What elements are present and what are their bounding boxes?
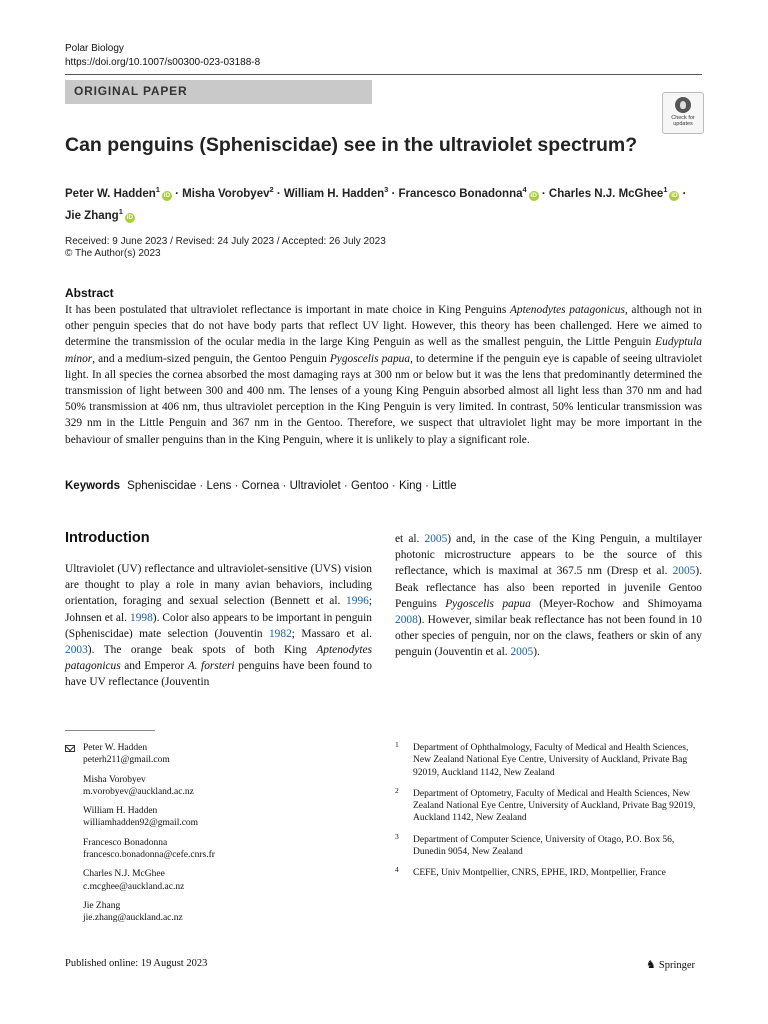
orcid-icon[interactable]: iD [530,191,537,199]
copyright: © The Author(s) 2023 [65,248,161,259]
keyword: Spheniscidae [127,480,197,492]
affiliation-number: 4 [395,865,399,875]
author[interactable]: Jie Zhang$^1$iD [65,206,134,222]
keywords-label: Keywords [65,480,120,492]
affiliation-text: Department of Ophthalmology, Faculty of Medical and Health Sciences, New Zealand National Eye Centre, University of Auckland, Private Bag 92019, Auckland 1142, New Zealand [413,743,689,778]
affiliation-number: 3 [395,831,399,841]
orcid-icon[interactable]: iD [163,191,171,199]
citation-link[interactable]: 2008 [395,614,418,627]
contact-email[interactable]: francesco.bonadonna@cefe.cnrs.fr [83,850,215,861]
author[interactable]: Francesco Bonadonna$^4$iD [398,185,537,200]
keywords: Keywords Spheniscidae · Lens · Cornea · Ultraviolet · Gentoo · King · Little [65,480,457,492]
paper-title: Can penguins (Spheniscidae) see in the ultraviolet spectrum? [65,134,638,156]
author[interactable]: Misha Vorobyev$^2$ [182,185,274,200]
introduction-left-column: Ultraviolet (UV) reflectance and ultraviolet-sensitive (UVS) vision are thought to play a role in many avian behaviors, including orientation, foraging and sexual selection (Bennett et al. 1996; Johnsen et al. 1998). Color also appears to be important in penguin (Spheniscidae) mate selection (Jouventin 1982; Massaro et al. 2003). The orange beak spots of both King Aptenodytes patagonicus and Emperor A. forsteri penguins have been found to have UV reflectance (Jouventin [65,563,373,689]
introduction-heading: Introduction [65,530,150,546]
affiliation-entry [395,831,702,859]
author[interactable]: William H. Hadden$^3$ [283,185,389,200]
check-updates-icon [675,97,691,113]
contact-entry [65,742,365,767]
article-history: Received: 9 June 2023 / Revised: 24 July 2023 / Accepted: 26 July 2023 [65,236,386,247]
keyword: King [398,480,422,492]
published-date: Published online: 19 August 2023 [65,958,208,969]
contact-name: William H. Hadden [83,806,158,817]
keyword: Ultraviolet [289,480,341,492]
journal-name: Polar Biology [65,43,124,54]
keyword: Lens [206,480,232,492]
affiliation-text: Department of Optometry, Faculty of Medical and Health Sciences, New Zealand National Eye Centre, University of Auckland, Private Bag 92019, Auckland 1142, New Zealand [413,788,696,824]
contact-name: Jie Zhang [83,900,121,911]
contact-email[interactable]: peterh211@gmail.com [83,755,170,766]
keyword: Cornea [241,480,280,492]
publisher-logo [646,958,695,971]
contact-email[interactable]: williamhadden92@gmail.com [83,818,199,829]
contact-name: Francesco Bonadonna [83,837,168,848]
abstract-heading: Abstract [65,286,114,300]
author[interactable]: Charles N.J. McGhee$^1$iD [548,185,678,200]
affiliation-number: 1 [395,740,399,749]
citation-link[interactable]: 1982 [268,627,292,640]
author-list: Peter W. Hadden$^1$iD · Misha Vorobyev$^2$ · William H. Hadden$^3$ · Francesco Bonadonna$^4$iD · Charles N.J. McGhee$^1$iD · Jie Zhang$^1$iD [65,185,687,222]
keyword: Little [432,480,457,492]
affiliation-entry [395,867,702,879]
affiliations [395,742,702,889]
citation-link[interactable]: 2005 [424,533,448,545]
affiliation-number: 2 [395,785,399,795]
author-contacts [65,742,365,932]
springer-horse-icon: ♞ [646,959,656,971]
introduction-right-column: et al. 2005) and, in the case of the King Penguin, a multilayer photonic microstructure appears to be the source of this reflectance, which is maximal at 367.5 nm (Dresp et al. 2005). Beak reflectance has also been reported in juvenile Gentoo Penguins Pygoscelis papua (Meyer-Rochow and Shimoyama 2008). However, similar beak reflectance has not been found in 10 other species of penguin, nor on the claws, feathers or skin of any penguin (Jouventin et al. 2005). [395,533,702,659]
orcid-icon[interactable]: iD [126,213,134,221]
affiliation-text: CEFE, Univ Montpellier, CNRS, EPHE, IRD, Montpellier, France [413,868,666,879]
publisher-name: Springer [658,960,696,971]
keyword: Gentoo [350,480,389,492]
contact-name: Charles N.J. McGhee [83,869,165,880]
check-for-updates-badge[interactable] [662,92,704,134]
citation-link[interactable]: 1998 [130,611,153,624]
affiliation-text: Department of Computer Science, University of Otago, P.O. Box 56, Dunedin 9054, New Zealand [413,834,675,858]
article-dates [65,236,386,260]
affiliation-entry [395,742,702,779]
article-type: ORIGINAL PAPER [74,84,188,98]
citation-link[interactable]: 2003 [65,644,88,657]
contact-name: Misha Vorobyev [83,774,146,785]
check-updates-label: Check for updates [671,115,695,127]
footnote-separator [65,730,155,731]
contact-email[interactable]: m.vorobyev@auckland.ac.nz [83,786,194,797]
header-rule [65,74,702,75]
contact-email[interactable]: c.mcghee@auckland.ac.nz [83,881,185,892]
contact-name: Peter W. Hadden [83,743,148,753]
citation-link[interactable]: 2005 [672,565,696,578]
citation-link[interactable]: 2005 [510,646,534,659]
article-type-band [65,80,372,104]
orcid-icon[interactable]: iD [671,191,678,199]
author[interactable]: Peter W. Hadden$^1$iD [65,185,171,200]
contact-email[interactable]: jie.zhang@auckland.ac.nz [83,913,183,924]
contact-entry [65,900,365,925]
journal-header [65,42,260,70]
contact-entry [65,774,365,799]
contact-entry [65,837,365,862]
affiliation-entry [395,785,702,825]
abstract-text: It has been postulated that ultraviolet reflectance is important in mate choice in King Penguins Aptenodytes patagonicus, although not in other penguin species that do not have body parts that reflect UV light. However, this theory has been challenged. Here we aimed to determine the transmission of the ocular media in the large King Penguin as well as the smallest penguin, the Little Penguin Eudyptula minor, and a medium-sized penguin, the Gentoo Penguin Pygoscelis papua, to determine if the penguin eye is capable of seeing ultraviolet light. In all species the cornea absorbed the most damaging rays at 300 nm or below but it was the lens that predominantly determined the transmission of light between 300 and 400 nm. The lenses of a young King Penguin absorbed almost all light less than 370 nm and had 50% transmission at 406 nm, thus ultraviolet perception in the King Penguin is very limited. In contrast, 50% lenticular transmission was 329 nm in the Little Penguin and 367 nm in the Gentoo. Therefore, we suspect that ultraviolet light may be more important in the behaviour of smaller penguins than in the King Penguin, where it is unlikely to play a significant role. [65,304,702,446]
contact-entry [65,805,365,830]
envelope-icon [65,745,75,752]
doi-link[interactable]: https://doi.org/10.1007/s00300-023-03188-8 [65,57,261,68]
citation-link[interactable]: 1996 [346,595,369,608]
contact-entry [65,868,365,893]
